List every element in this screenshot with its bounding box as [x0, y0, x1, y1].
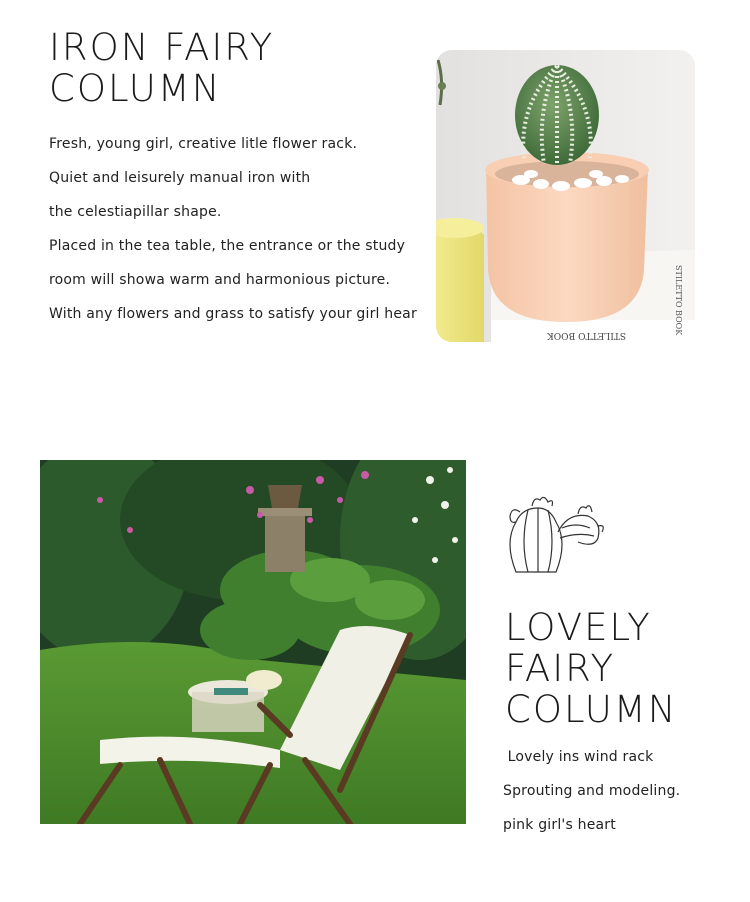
- section1-paragraph-line: Fresh, young girl, creative litle flower rack.: [49, 136, 358, 152]
- section2-title-line3: COLUMN: [505, 688, 678, 731]
- book-spine-text: STILETTO BOOK: [547, 330, 626, 340]
- section1-paragraph-line: Placed in the tea table, the entrance or the study: [49, 238, 406, 254]
- section2-title-line2: FAIRY: [505, 647, 616, 690]
- section2-title-line1: LOVELY: [505, 606, 652, 649]
- section1-title-line2: COLUMN: [49, 67, 222, 110]
- section1-paragraph-line: With any flowers and grass to satisfy your girl hear: [49, 306, 417, 322]
- cactus-sketch-drawing: [498, 492, 608, 578]
- section2-title: [505, 607, 677, 730]
- section1-title-line1: IRON FAIRY: [49, 26, 275, 69]
- section1-paragraph-line: Quiet and leisurely manual iron with: [49, 170, 311, 186]
- cactus-sketch-icon: [498, 492, 608, 578]
- section1-paragraph-line: the celestiapillar shape.: [49, 204, 222, 220]
- section2-paragraph-line: Sprouting and modeling.: [503, 783, 681, 799]
- section2-paragraph-line: pink girl's heart: [503, 817, 616, 833]
- book-side-text: STILETTO BOOK: [674, 265, 683, 336]
- lifestyle-photo-garden: [40, 460, 466, 824]
- section1-paragraph-line: room will showa warm and harmonious picture.: [49, 272, 391, 288]
- section1-title: [49, 27, 274, 109]
- garden-illustration: [40, 460, 466, 824]
- product-photo-cactus-pot: [436, 50, 695, 342]
- section2-paragraph-line: Lovely ins wind rack: [503, 749, 654, 765]
- cactus-pot-illustration: [436, 50, 695, 342]
